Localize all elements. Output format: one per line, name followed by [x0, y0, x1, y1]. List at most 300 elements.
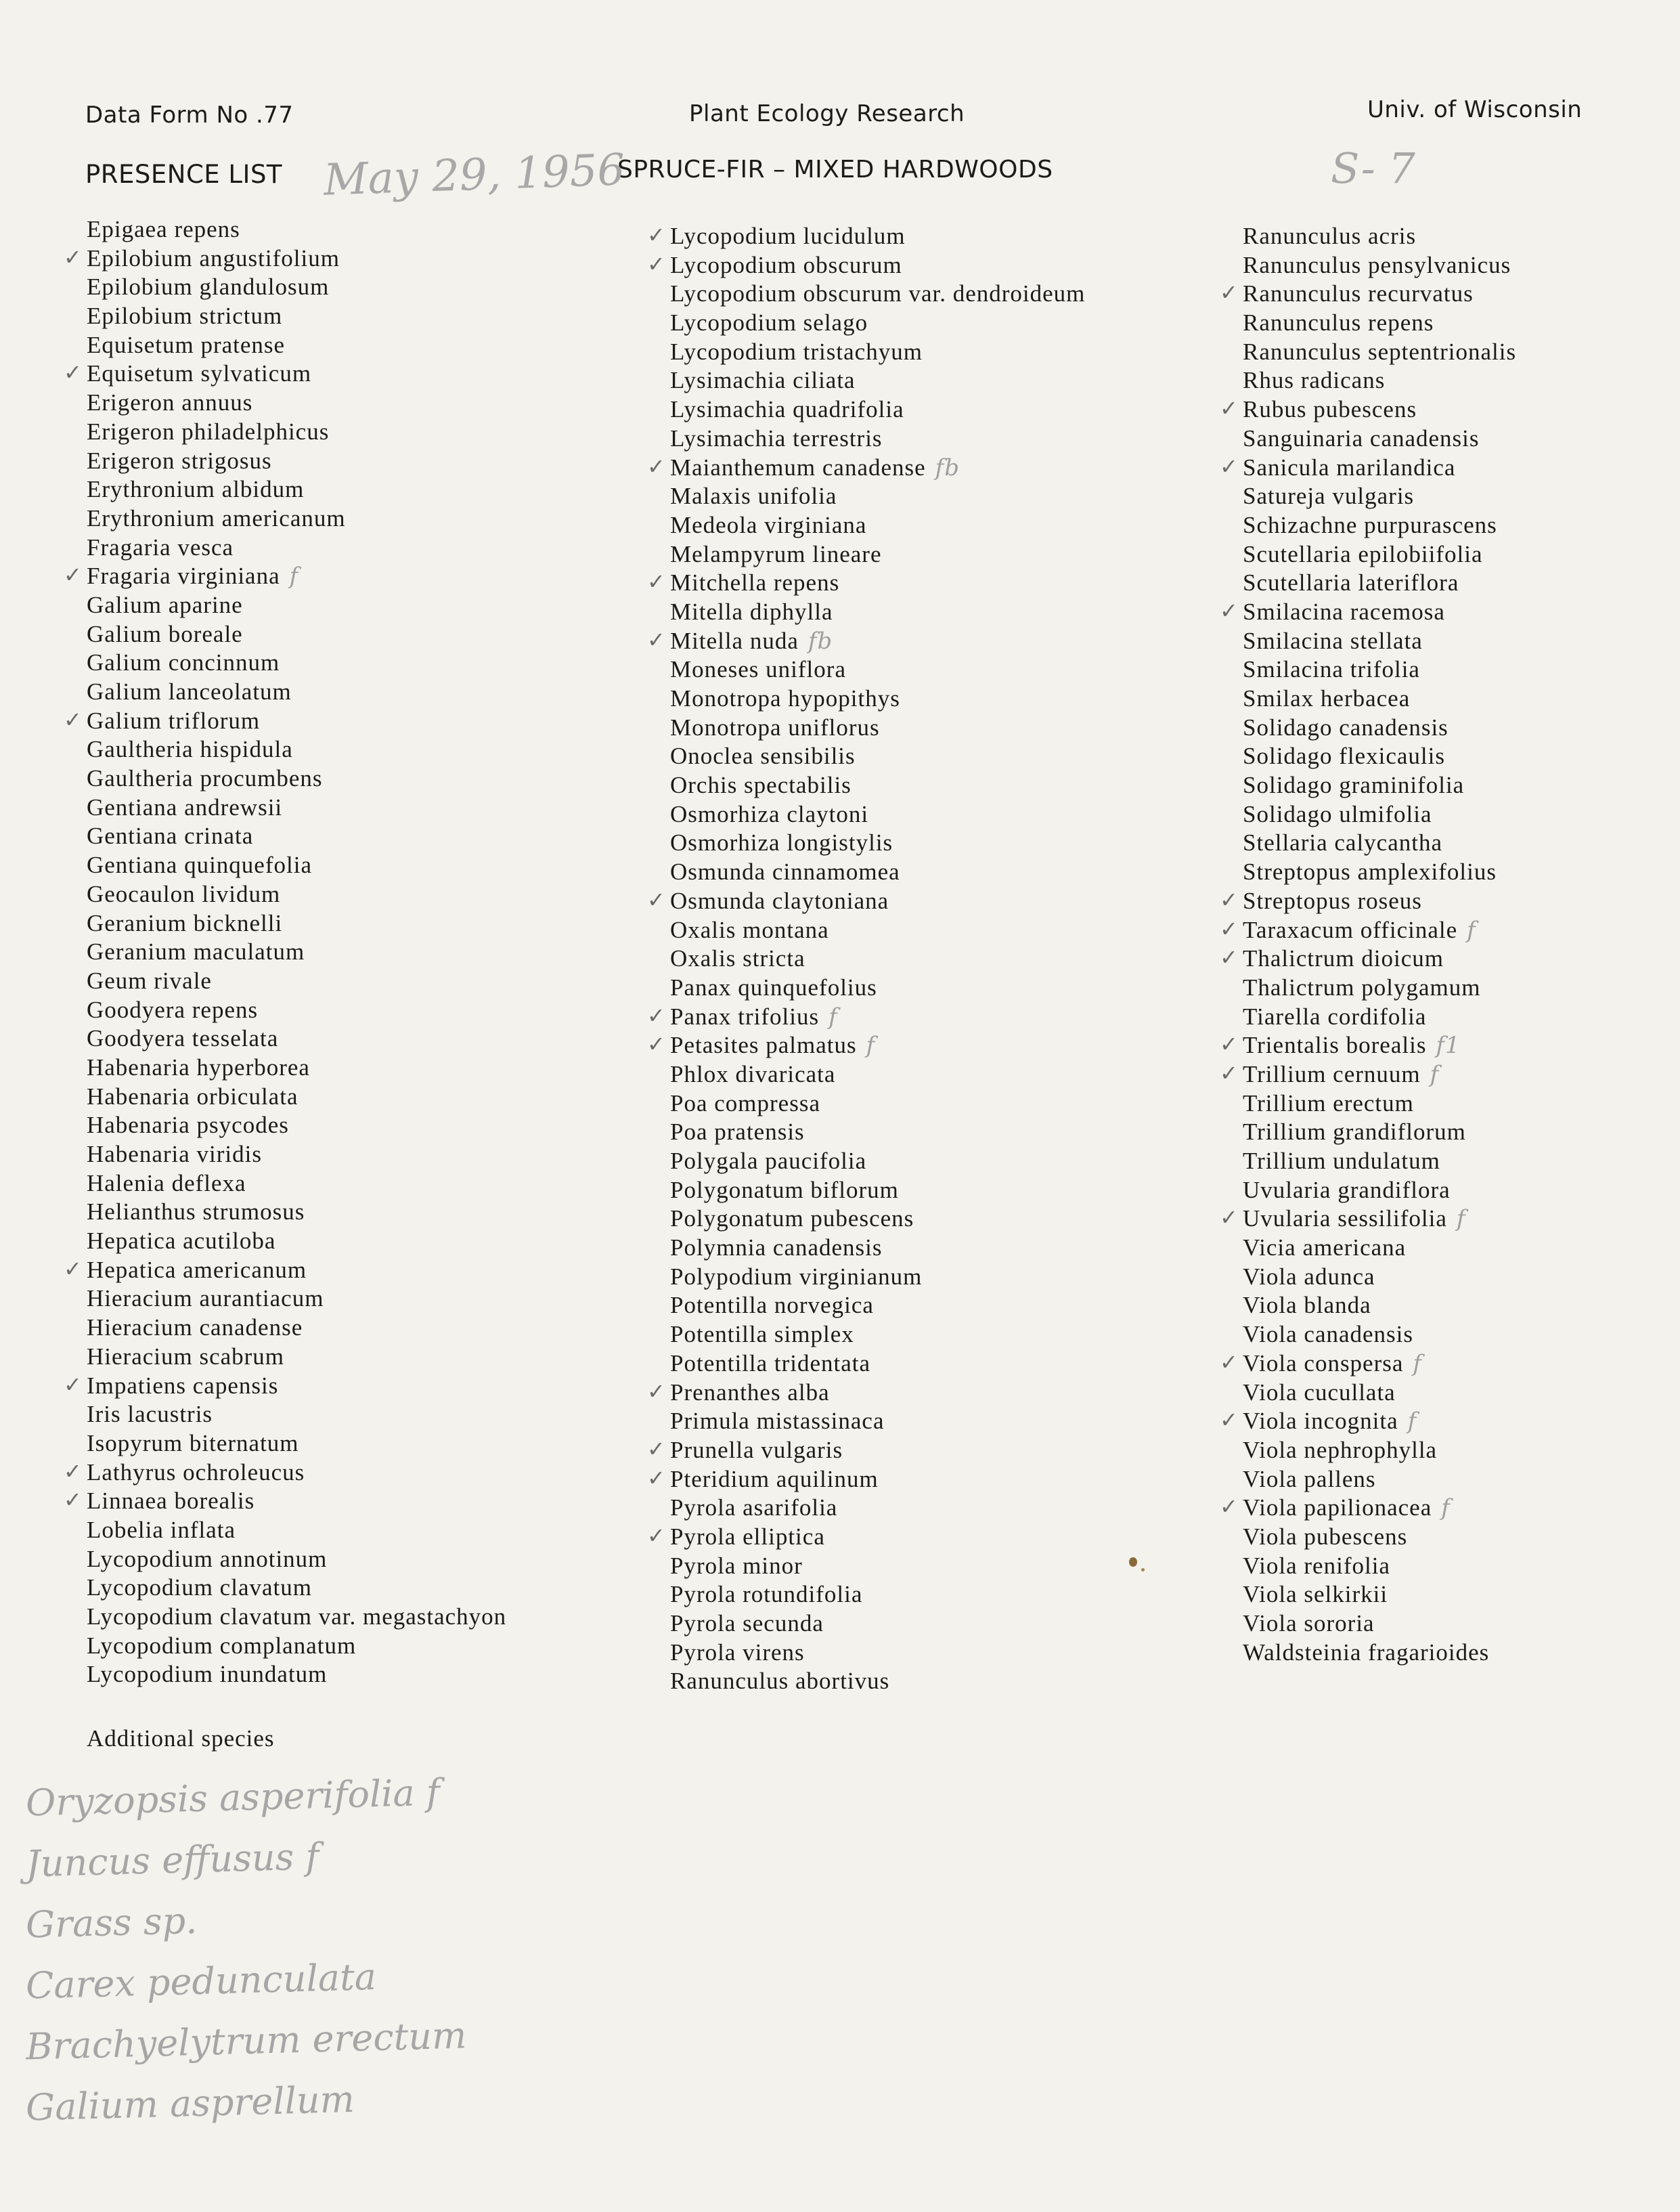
species-item — [1243, 1609, 1516, 1639]
species-name: Osmorhiza longistylis — [670, 829, 893, 856]
species-item — [670, 1667, 1085, 1696]
species-item — [87, 1574, 506, 1603]
check-mark-icon: ✓ — [1220, 915, 1239, 942]
species-item — [670, 1176, 1085, 1205]
species-item — [1243, 511, 1516, 540]
species-item — [87, 1314, 506, 1343]
species-item — [1243, 655, 1516, 685]
species-item — [670, 1205, 1085, 1234]
species-name: Scutellaria lateriflora — [1243, 569, 1459, 597]
species-item — [670, 714, 1085, 743]
species-name: Hepatica acutiloba — [87, 1228, 276, 1255]
species-name: Streptopus roseus — [1243, 887, 1422, 914]
check-mark-icon: ✓ — [1220, 1031, 1239, 1058]
species-name: Osmorhiza claytoni — [670, 800, 869, 827]
check-mark-icon: ✓ — [64, 244, 83, 270]
species-item — [670, 742, 1085, 771]
species-name: Rubus pubescens — [1243, 396, 1417, 423]
species-name: Viola adunca — [1243, 1263, 1375, 1290]
species-item — [1243, 482, 1516, 511]
species-name: Malaxis unifolia — [670, 483, 837, 510]
species-name: Goodyera repens — [87, 996, 259, 1023]
species-item — [670, 338, 1085, 367]
species-name: Melampyrum lineare — [670, 540, 882, 567]
species-name: Epilobium angustifolium — [87, 244, 340, 272]
species-name: Viola blanda — [1243, 1292, 1371, 1319]
species-item — [1243, 1436, 1516, 1465]
species-item — [670, 1552, 1085, 1581]
species-name: Phlox divaricata — [670, 1060, 836, 1087]
check-mark-icon: ✓ — [647, 1378, 666, 1404]
species-name: Impatiens capensis — [87, 1372, 279, 1399]
check-mark-icon: ✓ — [647, 251, 666, 277]
species-name: Viola pallens — [1243, 1465, 1376, 1492]
species-item — [670, 1089, 1085, 1119]
species-item — [64, 1255, 506, 1285]
additional-species-entry: Carex pedunculata — [25, 1955, 377, 2008]
additional-species-entry: Galium asprellum — [25, 2077, 355, 2129]
species-name: Lysimachia quadrifolia — [670, 396, 904, 423]
species-name: Polypodium virginianum — [670, 1263, 923, 1290]
handwritten-note: fb — [935, 454, 960, 481]
species-item — [87, 1343, 506, 1372]
species-item — [670, 1320, 1085, 1349]
handwritten-note: f — [1407, 1408, 1417, 1435]
species-item — [87, 1284, 506, 1314]
species-name: Viola sororia — [1243, 1610, 1375, 1636]
species-item — [647, 1522, 1085, 1552]
species-name: Mitella nuda — [670, 627, 799, 654]
species-item — [87, 447, 506, 476]
species-name: Lycopodium clavatum — [87, 1574, 312, 1601]
species-item — [670, 1291, 1085, 1320]
species-name: Pteridium aquilinum — [670, 1465, 879, 1492]
species-name: Hieracium canadense — [87, 1314, 303, 1341]
check-mark-icon: ✓ — [647, 626, 666, 653]
species-item — [87, 1603, 506, 1632]
species-name: Viola papilionacea — [1243, 1494, 1432, 1521]
species-name: Linnaea borealis — [87, 1488, 255, 1515]
species-item — [670, 655, 1085, 685]
species-item — [1243, 1291, 1516, 1320]
species-item — [670, 1234, 1085, 1263]
species-item — [670, 598, 1085, 627]
species-item — [87, 1400, 506, 1429]
species-item — [1243, 222, 1516, 251]
species-item — [1220, 886, 1516, 916]
species-item — [87, 996, 506, 1025]
species-name: Fragaria vesca — [87, 534, 234, 561]
species-name: Epilobium strictum — [87, 303, 283, 330]
species-name: Habenaria viridis — [87, 1141, 262, 1167]
species-item — [1243, 1263, 1516, 1292]
species-item — [1243, 858, 1516, 887]
species-item — [647, 222, 1085, 251]
species-item — [87, 678, 506, 707]
species-item — [670, 482, 1085, 511]
species-item — [1243, 1176, 1516, 1205]
species-item — [1243, 1465, 1516, 1494]
species-name: Fragaria virginiana — [87, 563, 280, 590]
species-name: Satureja vulgaris — [1243, 483, 1415, 510]
check-mark-icon: ✓ — [1220, 945, 1239, 971]
species-item — [87, 1632, 506, 1661]
species-name: Gentiana andrewsii — [87, 794, 283, 821]
species-item — [1220, 453, 1516, 483]
species-item — [87, 504, 506, 534]
species-name: Erythronium albidum — [87, 476, 305, 503]
form-number: Data Form No .77 — [85, 102, 294, 129]
species-item — [1243, 425, 1516, 454]
check-mark-icon: ✓ — [1220, 453, 1239, 479]
species-item — [87, 938, 506, 967]
species-name: Thalictrum dioicum — [1243, 945, 1444, 972]
check-mark-icon: ✓ — [64, 1371, 83, 1397]
species-name: Poa compressa — [670, 1089, 820, 1116]
species-name: Trillium undulatum — [1243, 1148, 1440, 1174]
species-name: Moneses uniflora — [670, 656, 846, 683]
species-name: Scutellaria epilobiifolia — [1243, 540, 1483, 567]
additional-species-entry: Grass sp. — [25, 1899, 198, 1947]
species-name: Lycopodium complanatum — [87, 1632, 357, 1659]
species-item — [1243, 569, 1516, 598]
species-item — [87, 418, 506, 447]
species-item — [87, 534, 506, 563]
species-item — [670, 1349, 1085, 1379]
species-item — [1243, 1379, 1516, 1408]
species-name: Taraxacum officinale — [1243, 916, 1458, 943]
check-mark-icon: ✓ — [1220, 1205, 1239, 1231]
species-name: Solidago ulmifolia — [1243, 800, 1432, 827]
species-item — [670, 1609, 1085, 1639]
species-item — [670, 829, 1085, 858]
species-name: Ranunculus septentrionalis — [1243, 338, 1517, 365]
species-item — [87, 967, 506, 996]
species-name: Panax quinquefolius — [670, 974, 877, 1001]
species-item — [647, 1378, 1085, 1408]
species-item — [1243, 974, 1516, 1003]
species-item — [1220, 597, 1516, 627]
species-name: Panax trifolius — [670, 1003, 820, 1030]
species-name: Pyrola rotundifolia — [670, 1581, 863, 1608]
species-name: Habenaria hyperborea — [87, 1054, 310, 1081]
species-name: Maianthemum canadense — [670, 454, 926, 481]
species-name: Polygonatum pubescens — [670, 1205, 914, 1232]
species-name: Smilacina racemosa — [1243, 598, 1445, 625]
species-name: Prunella vulgaris — [670, 1436, 843, 1463]
species-name: Epilobium glandulosum — [87, 274, 330, 301]
species-name: Erigeron strigosus — [87, 447, 272, 474]
species-item — [64, 1371, 506, 1401]
species-item — [64, 360, 506, 389]
species-name: Solidago graminifolia — [1243, 772, 1465, 799]
species-item — [87, 1429, 506, 1458]
species-name: Lobelia inflata — [87, 1516, 236, 1543]
species-item — [87, 735, 506, 764]
species-name: Viola conspersa — [1243, 1349, 1404, 1376]
check-mark-icon: ✓ — [647, 886, 666, 913]
species-name: Stellaria calycantha — [1243, 829, 1442, 856]
species-name: Potentilla tridentata — [670, 1349, 871, 1376]
species-item — [87, 794, 506, 823]
species-name: Ranunculus abortivus — [670, 1668, 890, 1695]
species-name: Ranunculus recurvatus — [1243, 280, 1474, 307]
species-name: Geranium bicknelli — [87, 909, 283, 936]
check-mark-icon: ✓ — [64, 1487, 83, 1513]
species-name: Lycopodium lucidulum — [670, 223, 906, 249]
species-name: Viola incognita — [1243, 1408, 1398, 1435]
check-mark-icon: ✓ — [1220, 1494, 1239, 1520]
species-item — [1243, 1118, 1516, 1147]
species-item — [1220, 1031, 1516, 1060]
species-name: Viola selkirkii — [1243, 1581, 1388, 1608]
species-name: Vicia americana — [1243, 1234, 1407, 1261]
species-item — [87, 1169, 506, 1198]
species-name: Habenaria psycodes — [87, 1112, 289, 1139]
species-name: Equisetum sylvaticum — [87, 360, 312, 387]
species-item — [87, 1198, 506, 1227]
species-name: Prenanthes alba — [670, 1379, 830, 1406]
species-name: Lycopodium tristachyum — [670, 338, 923, 365]
species-column-2 — [647, 222, 1086, 1696]
species-item — [64, 244, 506, 274]
species-item — [1243, 771, 1516, 800]
species-item — [670, 1639, 1085, 1668]
species-name: Galium lanceolatum — [87, 678, 292, 705]
check-mark-icon: ✓ — [64, 562, 83, 588]
species-name: Trillium cernuum — [1243, 1060, 1421, 1087]
check-mark-icon: ✓ — [647, 1435, 666, 1462]
species-name: Lycopodium obscurum — [670, 251, 902, 278]
check-mark-icon: ✓ — [647, 1522, 666, 1548]
species-item — [647, 886, 1085, 916]
additional-species-list — [26, 1767, 466, 2133]
additional-species-label: Additional species — [87, 1725, 275, 1752]
species-name: Polygonatum biflorum — [670, 1176, 899, 1203]
species-name: Waldsteinia fragarioides — [1243, 1639, 1490, 1666]
species-name: Gentiana crinata — [87, 823, 254, 850]
species-name: Medeola virginiana — [670, 511, 867, 538]
species-item — [1243, 685, 1516, 714]
species-name: Gentiana quinquefolia — [87, 852, 312, 879]
species-name: Viola nephrophylla — [1243, 1436, 1438, 1463]
species-name: Pyrola asarifolia — [670, 1494, 838, 1521]
species-name: Pyrola minor — [670, 1552, 803, 1579]
species-item — [1243, 309, 1516, 338]
species-item — [670, 916, 1085, 945]
species-item — [670, 1263, 1085, 1292]
species-item — [1243, 366, 1516, 395]
species-name: Geum rivale — [87, 967, 212, 994]
species-name: Osmunda claytoniana — [670, 887, 889, 914]
species-item — [1220, 1060, 1516, 1089]
species-name: Epigaea repens — [87, 216, 240, 242]
species-name: Petasites palmatus — [670, 1032, 857, 1059]
additional-species-entry: Brachyelytrum erectum — [25, 2014, 467, 2068]
species-item — [1243, 742, 1516, 771]
species-item — [670, 1118, 1085, 1147]
species-item — [670, 1407, 1085, 1436]
species-name: Schizachne purpurascens — [1243, 511, 1497, 538]
species-item — [670, 945, 1085, 974]
species-item — [670, 280, 1085, 309]
check-mark-icon: ✓ — [64, 1458, 83, 1484]
species-name: Viola cucullata — [1243, 1379, 1396, 1406]
check-mark-icon: ✓ — [647, 1465, 666, 1491]
species-item — [1243, 800, 1516, 829]
species-item — [87, 302, 506, 331]
species-item — [87, 591, 506, 620]
species-item — [1243, 1147, 1516, 1176]
species-item — [670, 366, 1085, 395]
species-item — [670, 540, 1085, 569]
species-item — [647, 1435, 1085, 1465]
check-mark-icon: ✓ — [647, 222, 666, 248]
species-name: Viola renifolia — [1243, 1552, 1390, 1579]
species-name: Pyrola elliptica — [670, 1523, 825, 1550]
species-name: Polygala paucifolia — [670, 1148, 867, 1174]
species-item — [1220, 915, 1516, 945]
species-item — [670, 425, 1085, 454]
university-name: Univ. of Wisconsin — [1367, 96, 1583, 123]
check-mark-icon: ✓ — [1220, 280, 1239, 306]
species-name: Viola pubescens — [1243, 1523, 1408, 1550]
species-name: Gaultheria hispidula — [87, 736, 293, 763]
community-title: SPRUCE-FIR – MIXED HARDWOODS — [617, 156, 1053, 183]
species-name: Polymnia canadensis — [670, 1234, 883, 1261]
species-item — [64, 562, 506, 591]
species-name: Galium aparine — [87, 591, 243, 618]
species-item — [670, 771, 1085, 800]
species-item — [87, 273, 506, 302]
species-item — [1220, 1349, 1516, 1379]
species-name: Solidago flexicaulis — [1243, 743, 1445, 770]
species-item — [670, 800, 1085, 829]
check-mark-icon: ✓ — [1220, 886, 1239, 913]
species-name: Oxalis montana — [670, 916, 829, 943]
handwritten-note: f1 — [1436, 1032, 1461, 1060]
species-item — [1243, 1639, 1516, 1668]
species-item — [87, 1227, 506, 1256]
species-name: Iris lacustris — [87, 1401, 213, 1428]
species-name: Oxalis stricta — [670, 945, 805, 972]
species-name: Poa pratensis — [670, 1119, 805, 1146]
check-mark-icon: ✓ — [647, 453, 666, 479]
species-item — [647, 1002, 1085, 1032]
species-name: Gaultheria procumbens — [87, 765, 323, 792]
species-name: Streptopus amplexifolius — [1243, 859, 1497, 886]
species-item — [1220, 945, 1516, 974]
species-name: Smilacina trifolia — [1243, 656, 1420, 683]
check-mark-icon: ✓ — [1220, 395, 1239, 422]
handwritten-note: fb — [808, 627, 833, 655]
check-mark-icon: ✓ — [64, 706, 83, 733]
species-name: Tiarella cordifolia — [1243, 1003, 1427, 1030]
species-name: Thalictrum polygamum — [1243, 974, 1481, 1001]
species-name: Hieracium scabrum — [87, 1343, 285, 1370]
species-item — [87, 1140, 506, 1169]
handwritten-date: May 29, 1956 — [322, 145, 626, 206]
species-name: Orchis spectabilis — [670, 772, 852, 799]
species-item — [1220, 1494, 1516, 1523]
species-item — [87, 620, 506, 649]
species-name: Pyrola virens — [670, 1639, 805, 1666]
species-name: Hieracium aurantiacum — [87, 1285, 324, 1312]
handwritten-code: S- 7 — [1331, 144, 1415, 193]
species-item — [670, 395, 1085, 425]
species-name: Rhus radicans — [1243, 367, 1386, 394]
species-name: Lycopodium inundatum — [87, 1661, 328, 1688]
species-name: Primula mistassinaca — [670, 1408, 885, 1435]
list-title: PRESENCE LIST — [85, 160, 283, 189]
species-column-3 — [1220, 222, 1517, 1667]
species-item — [64, 706, 506, 736]
species-item — [647, 453, 1085, 483]
species-item — [1243, 714, 1516, 743]
species-item — [647, 251, 1085, 280]
check-mark-icon: ✓ — [647, 569, 666, 595]
species-item — [1220, 395, 1516, 425]
species-item — [1243, 251, 1516, 280]
species-item — [1243, 1003, 1516, 1032]
species-item — [64, 1458, 506, 1488]
species-name: Trillium grandiflorum — [1243, 1119, 1466, 1146]
species-item — [87, 1054, 506, 1083]
species-item — [1243, 1523, 1516, 1552]
species-item — [670, 685, 1085, 714]
species-item — [87, 764, 506, 794]
species-name: Goodyera tesselata — [87, 1025, 279, 1052]
species-name: Erigeron philadelphicus — [87, 418, 330, 445]
check-mark-icon: ✓ — [1220, 597, 1239, 624]
species-name: Halenia deflexa — [87, 1169, 246, 1196]
species-item — [87, 1660, 506, 1689]
species-item — [1243, 338, 1516, 367]
species-name: Galium boreale — [87, 620, 243, 647]
species-item — [670, 511, 1085, 540]
species-name: Ranunculus pensylvanicus — [1243, 251, 1511, 278]
species-item — [87, 331, 506, 360]
paper-stain — [1141, 1568, 1145, 1571]
species-item — [1220, 280, 1516, 309]
handwritten-note: f — [828, 1003, 838, 1031]
species-name: Erigeron annuus — [87, 389, 253, 416]
species-item — [87, 1083, 506, 1112]
additional-species-entry: Juncus effusus f — [25, 1835, 320, 1886]
check-mark-icon: ✓ — [647, 1002, 666, 1028]
species-item — [87, 880, 506, 909]
check-mark-icon: ✓ — [1220, 1407, 1239, 1433]
check-mark-icon: ✓ — [1220, 1349, 1239, 1375]
species-item — [87, 475, 506, 504]
species-name: Habenaria orbiculata — [87, 1083, 299, 1110]
species-item — [1243, 1552, 1516, 1581]
species-name: Geocaulon lividum — [87, 880, 281, 907]
species-name: Osmunda cinnamomea — [670, 859, 900, 886]
handwritten-note: f — [1441, 1494, 1451, 1522]
species-column-1 — [64, 215, 507, 1689]
species-name: Sanguinaria canadensis — [1243, 425, 1480, 452]
species-name: Pyrola secunda — [670, 1610, 824, 1636]
species-name: Lathyrus ochroleucus — [87, 1458, 305, 1485]
paper-stain — [1129, 1557, 1137, 1567]
species-item — [1243, 1089, 1516, 1119]
species-name: Lycopodium annotinum — [87, 1545, 328, 1572]
species-name: Potentilla norvegica — [670, 1292, 874, 1319]
species-item — [87, 649, 506, 678]
species-name: Lysimachia ciliata — [670, 367, 856, 394]
species-name: Hepatica americanum — [87, 1256, 307, 1283]
